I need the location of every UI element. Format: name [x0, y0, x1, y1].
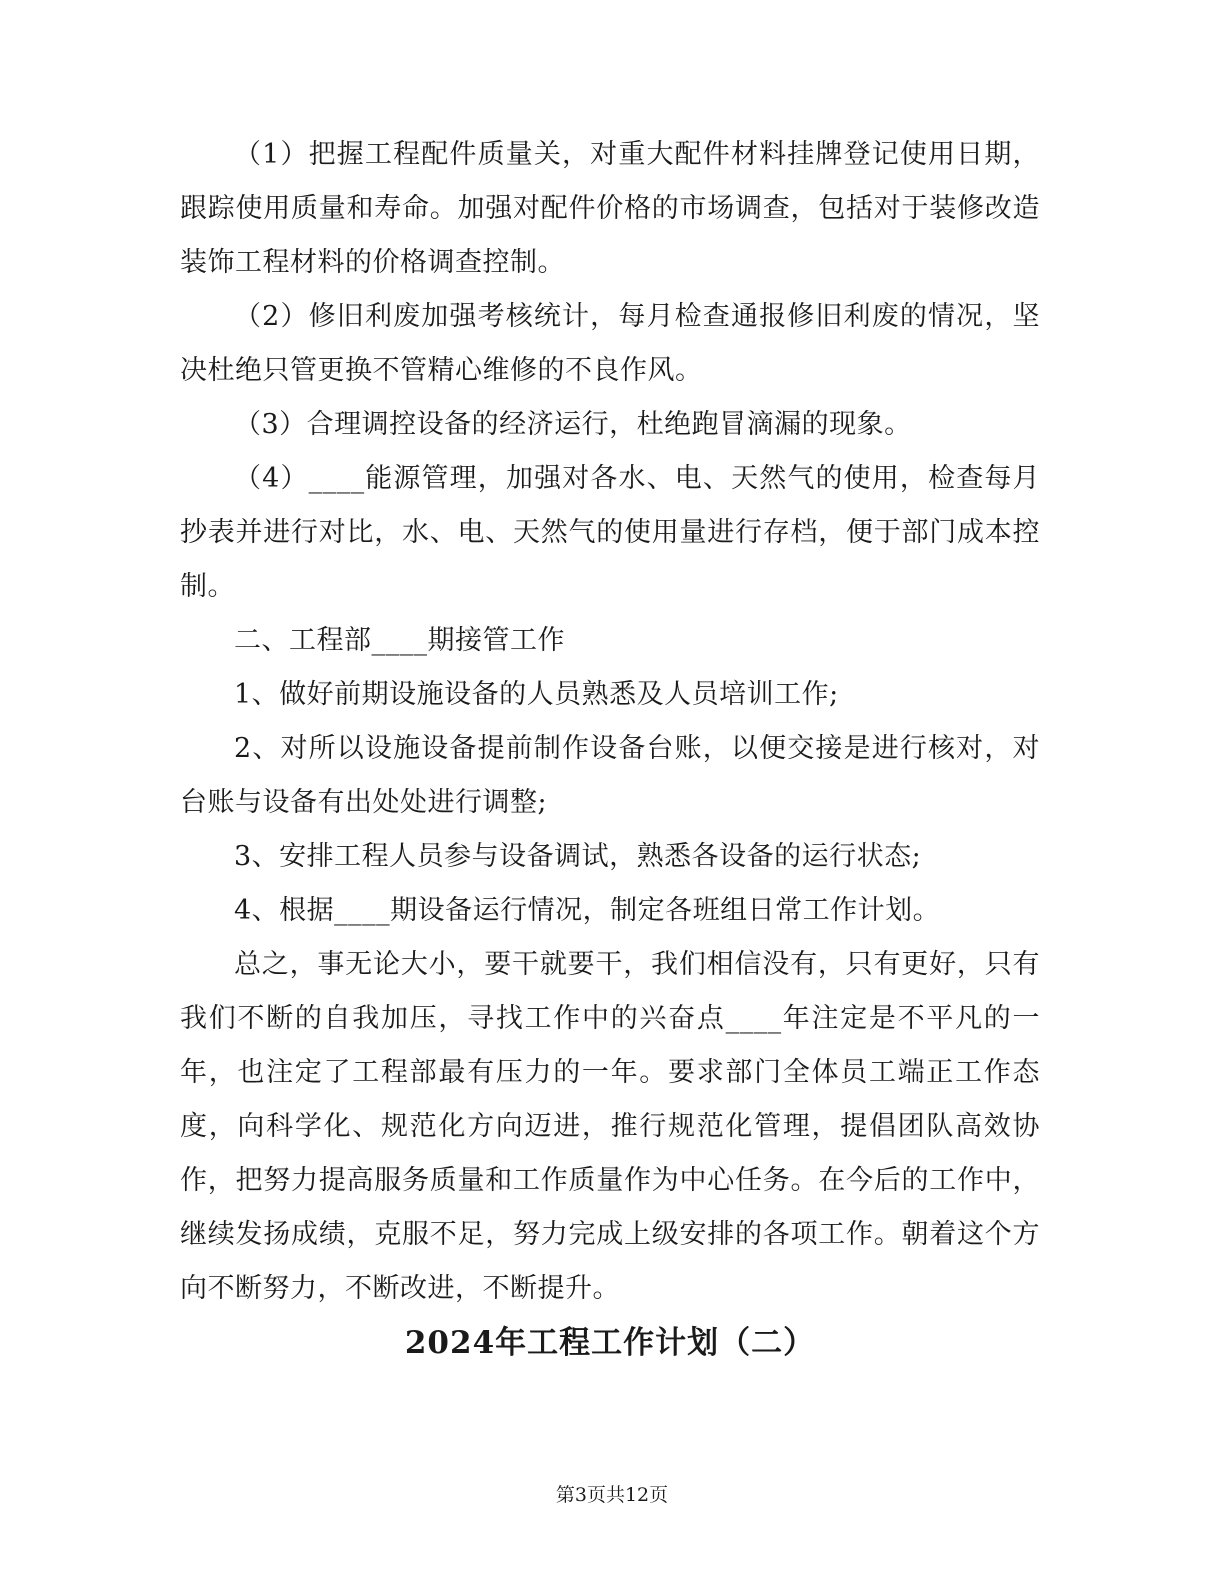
list-item-2: 2、对所以设施设备提前制作设备台账，以便交接是进行核对，对台账与设备有出处处进行调整;: [180, 733, 1040, 818]
section-subheading: 二、工程部____期接管工作: [234, 625, 565, 656]
paragraph-1: （1）把握工程配件质量关，对重大配件材料挂牌登记使用日期，跟踪使用质量和寿命。加强对配件价格的市场调查，包括对于装修改造装饰工程材料的价格调查控制。: [180, 139, 1040, 278]
list-item-4: 4、根据____期设备运行情况，制定各班组日常工作计划。: [234, 895, 941, 926]
list-item-1: 1、做好前期设施设备的人员熟悉及人员培训工作;: [234, 679, 839, 710]
summary-paragraph: 总之，事无论大小，要干就要干，我们相信没有，只有更好，只有我们不断的自我加压，寻找工作中的兴奋点____年注定是不平凡的一年，也注定了工程部最有压力的一年。要求部门全体员工端正工作态度，向科学化、规范化方向迈进，推行规范化管理，提倡团队高效协作，把努力提高服务质量和工作质量作为中心任务。在今后的工作中，继续发扬成绩，克服不足，努力完成上级安排的各项工作。朝着这个方向不断努力，不断改进，不断提升。: [180, 949, 1040, 1304]
document-body: [180, 128, 1040, 1370]
paragraph-3: （3）合理调控设备的经济运行，杜绝跑冒滴漏的现象。: [234, 409, 912, 440]
section-heading: 2024年工程工作计划（二）: [404, 1325, 816, 1361]
paragraph-2: （2）修旧利废加强考核统计，每月检查通报修旧利废的情况，坚决杜绝只管更换不管精心维修的不良作风。: [180, 301, 1040, 386]
paragraph-4: （4）____能源管理，加强对各水、电、天然气的使用，检查每月抄表并进行对比，水、电、天然气的使用量进行存档，便于部门成本控制。: [180, 463, 1040, 602]
page-footer: 第3页共12页: [555, 1484, 669, 1506]
list-item-3: 3、安排工程人员参与设备调试，熟悉各设备的运行状态;: [234, 841, 922, 872]
